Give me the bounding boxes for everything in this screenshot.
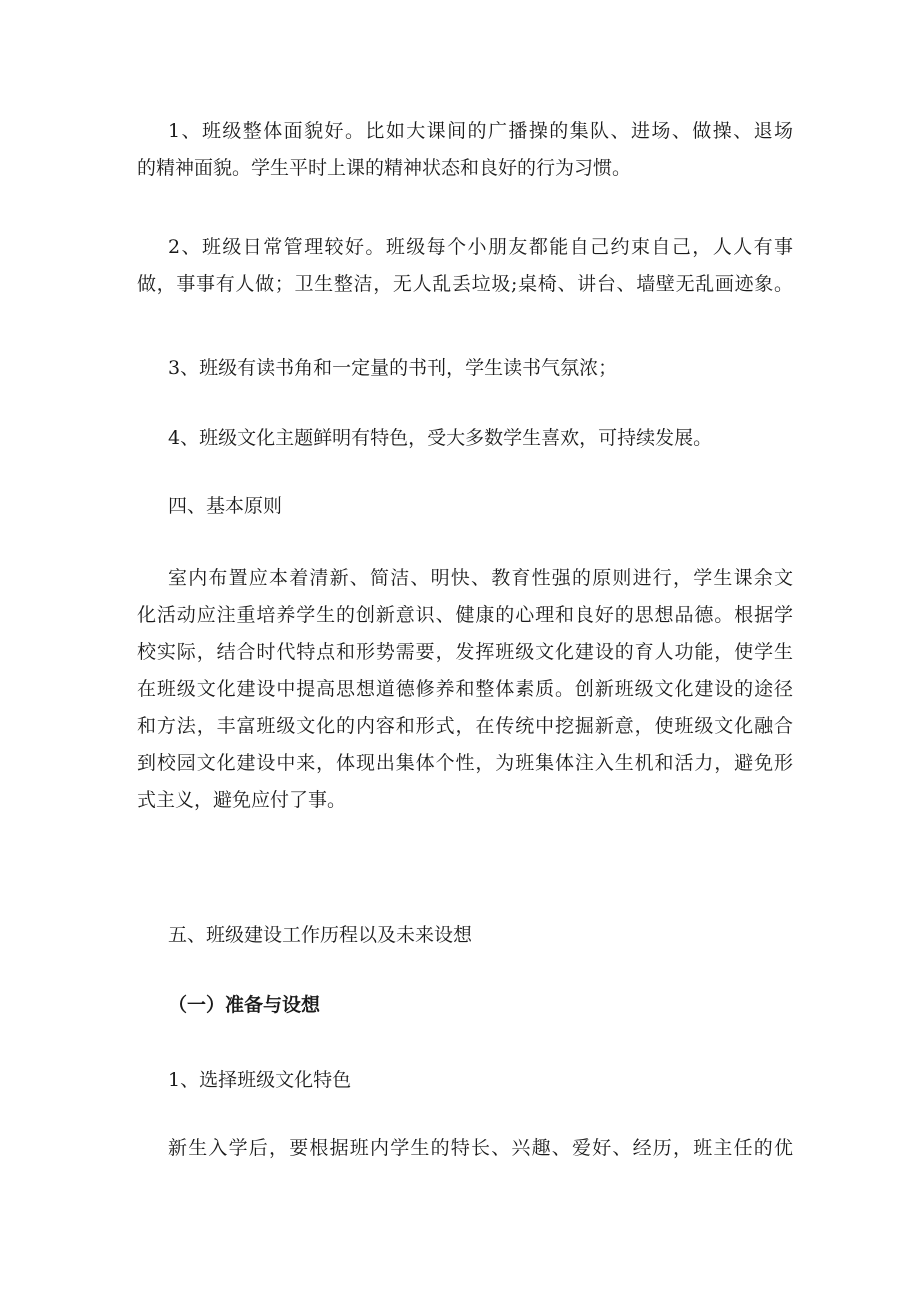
paragraph-line: 4、班级文化主题鲜明有特色，受大多数学生喜欢，可持续发展。 [168,427,713,449]
paragraph-line: 1、选择班级文化特色 [168,1069,352,1091]
paragraph-line: 室内布置应本着清新、简洁、明快、教育性强的原则进行，学生课余文 [168,567,793,589]
paragraph-line: 3、班级有读书角和一定量的书刊，学生读书气氛浓； [168,357,618,379]
paragraph-daily-management [137,229,793,303]
paragraph-line: 1、班级整体面貌好。比如大课间的广播操的集队、进场、做操、退场 [168,120,793,142]
paragraph-line: 2、班级日常管理较好。班级每个小朋友都能自己约束自己，人人有事 [168,236,793,258]
paragraph-line: 做，事事有人做；卫生整洁，无人乱丢垃圾;桌椅、讲台、墙壁无乱画迹象。 [137,273,793,295]
paragraph-line: 在班级文化建设中提高思想道德修养和整体素质。创新班级文化建设的途径 [137,678,793,700]
paragraph-line: 和方法，丰富班级文化的内容和形式，在传统中挖掘新意，使班级文化融合 [137,715,793,737]
section-heading-basic-principles [137,488,793,525]
item-choose-culture-feature [137,1062,793,1099]
paragraph-line: 的精神面貌。学生平时上课的精神状态和良好的行为习惯。 [137,157,632,179]
heading-text: （一）准备与设想 [168,994,321,1016]
paragraph-line: 化活动应注重培养学生的创新意识、健康的心理和良好的思想品德。根据学 [137,604,793,626]
paragraph-principles [137,560,793,819]
paragraph-line: 校实际，结合时代特点和形势需要，发挥班级文化建设的育人功能，使学生 [137,641,793,663]
paragraph-line: 新生入学后，要根据班内学生的特长、兴趣、爱好、经历，班主任的优 [168,1137,793,1159]
paragraph-line: 到校园文化建设中来，体现出集体个性，为班集体注入生机和活力，避免形 [137,752,793,774]
section-heading-work-history [137,917,793,954]
paragraph-reading-corner [137,350,793,387]
paragraph-class-appearance [137,113,793,187]
subheading-preparation [137,987,793,1024]
paragraph-line: 式主义，避免应付了事。 [137,789,347,811]
paragraph-new-students [137,1130,793,1167]
paragraph-culture-theme [137,420,793,457]
heading-text: 五、班级建设工作历程以及未来设想 [168,924,473,946]
heading-text: 四、基本原则 [168,495,283,517]
